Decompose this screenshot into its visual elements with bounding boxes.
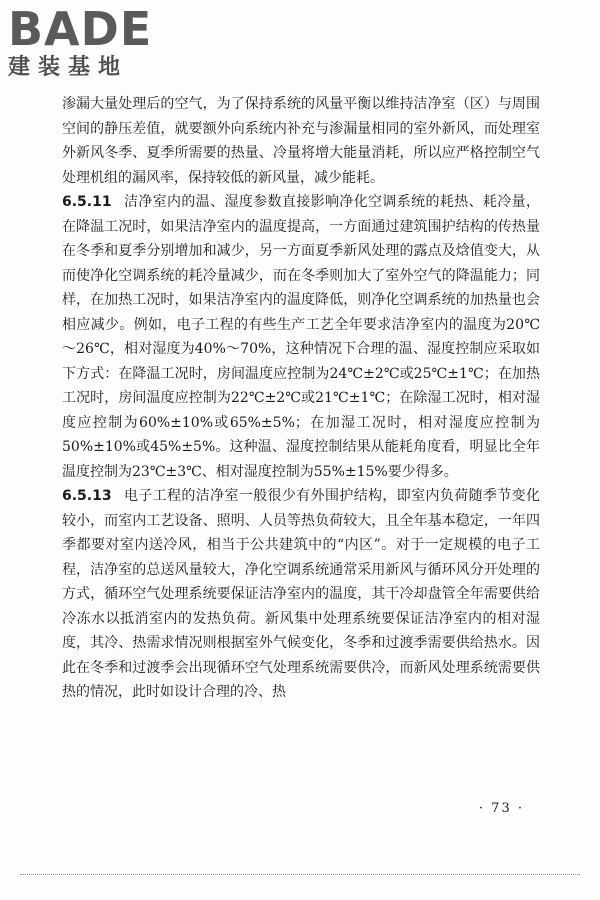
watermark-latin-text: BADE xyxy=(8,2,153,56)
paragraph-text: 洁净室内的温、湿度参数直接影响净化空调系统的耗热、耗冷量，在降温工况时，如果洁净室内的温度提高，一方面通过建筑围护结构的传热量在冬季和夏季分别增加和减少，另一方面夏季新风处理的露点及焓值变大，从而使净化空调系统的耗冷量减少，而在冬季则加大了室外空气的降温能力；同样，在加热工况时，如果洁净室内的温度降低，则净化空调系统的加热量也会相应减少。例如，电子工程的有些生产工艺全年要求洁净室内的温度为20℃～26℃，相对湿度为40%～70%，这种情况下合理的温、湿度控制应采取如下方式：在降温工况时，房间温度应控制为24℃±2℃或25℃±1℃；在加热工况时，房间温度应控制为22℃±2℃或21℃±1℃；在除湿工况时，相对湿度应控制为60%±10%或65%±5%；在加湿工况时，相对湿度应控制为50%±10%或45%±5%。这种温、湿度控制结果从能耗角度看，明显比全年温度控制为23℃±3℃、相对湿度控制为55%±15%要少得多。 xyxy=(62,194,540,480)
paragraph-text: 电子工程的洁净室一般很少有外围护结构，即室内负荷随季节变化较小，而室内工艺设备、照明、人员等热负荷较大，且全年基本稳定，一年四季都要对室内送冷风，相当于公共建筑中的“内区”。对于一定规模的电子工程，洁净室的总送风量较大，净化空调系统通常采用新风与循环风分开处理的方式，循环空气处理系统要保证洁净室内的温度，其干冷却盘管全年需要供给冷冻水以抵消室内的发热负荷。新风集中处理系统要保证洁净室内的相对湿度，其冷、热需求情况则根据室外气候变化，冬季和过渡季需要供给热水。因此在冬季和过渡季会出现循环空气处理系统需要供冷，而新风处理系统需要供热的情况，此时如设计合理的冷、热 xyxy=(62,488,540,700)
paragraph-continued xyxy=(62,92,540,190)
watermark-chinese-text: 建装基地 xyxy=(8,55,129,80)
paragraph-text: 渗漏大量处理后的空气，为了保持系统的风量平衡以维持洁净室（区）与周围空间的静压差值，就要额外向系统内补充与渗漏量相同的室外新风，而处理室外新风冬季、夏季所需要的热量、冷量将增大能量消耗，所以应严格控制空气处理机组的漏风率，保持较低的新风量，减少能耗。 xyxy=(62,96,540,186)
page-number: · 73 · xyxy=(478,801,524,816)
document-body xyxy=(62,92,540,705)
clause-6-5-11 xyxy=(62,190,540,484)
bade-watermark-logo xyxy=(8,2,178,82)
clause-number: 6.5.11 xyxy=(62,194,112,210)
clause-6-5-13 xyxy=(62,484,540,705)
clause-number: 6.5.13 xyxy=(62,488,112,504)
footer-divider xyxy=(20,874,580,875)
